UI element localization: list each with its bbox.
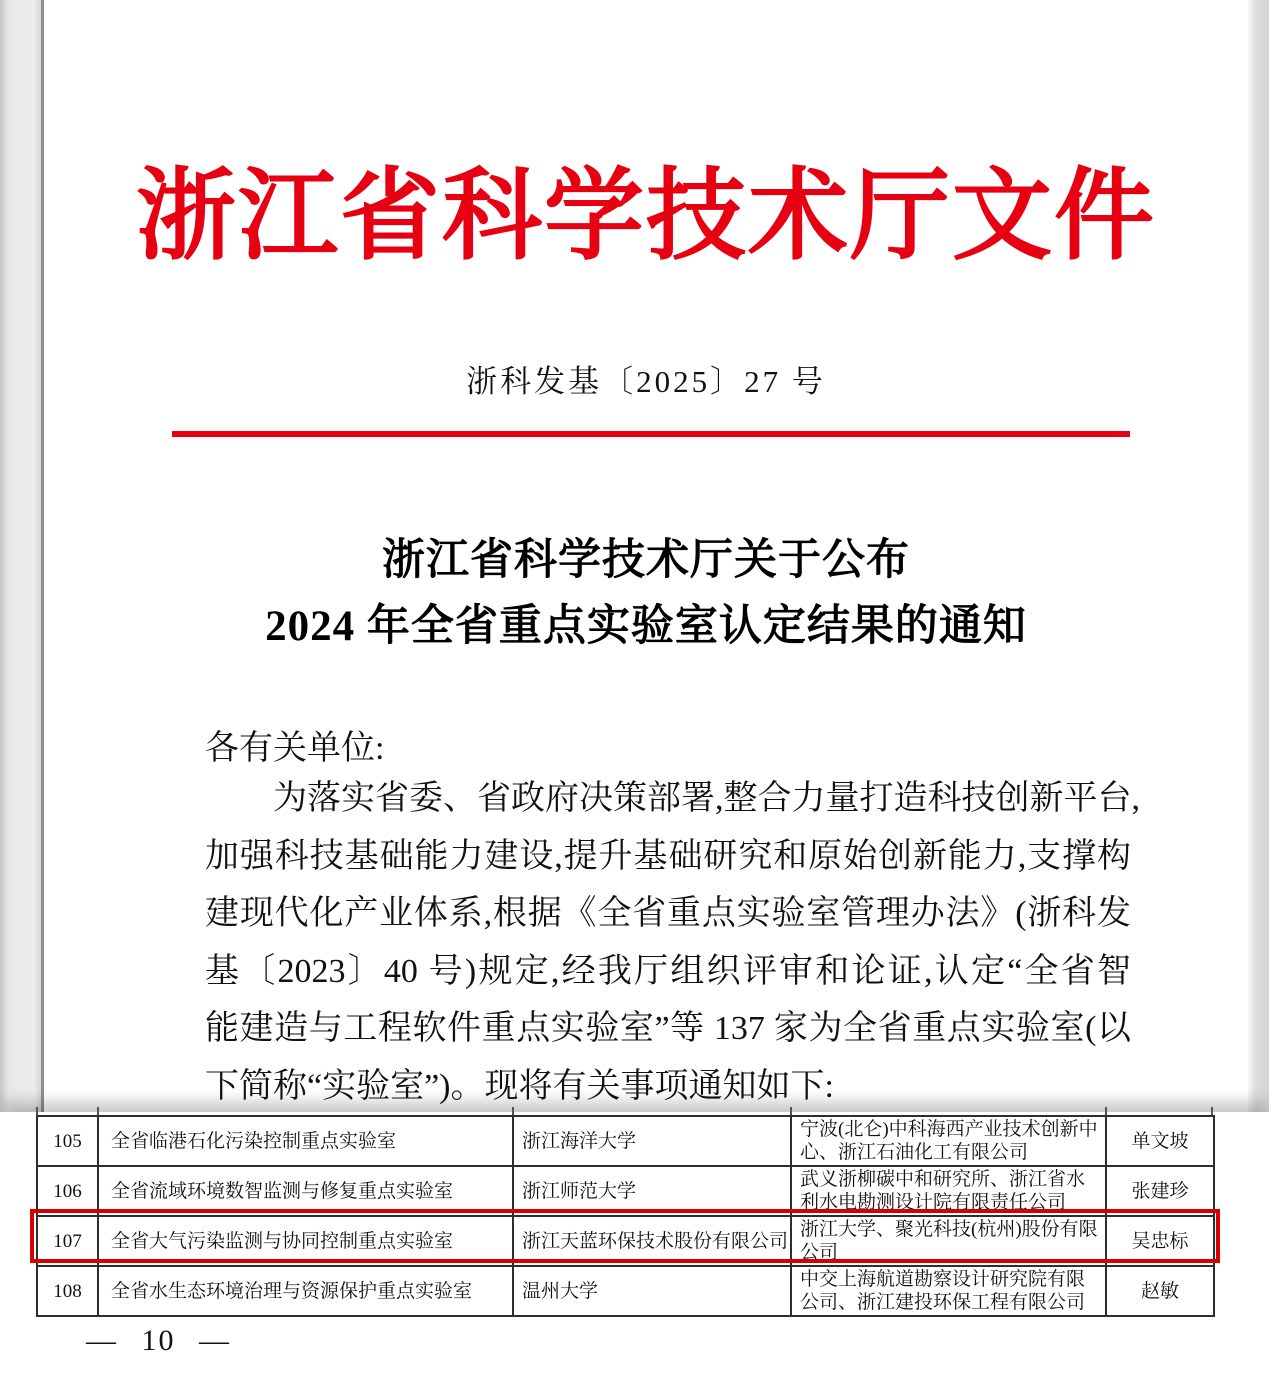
scan-left-margin (0, 0, 44, 1112)
table-row-105 (37, 1116, 1214, 1166)
table-row-108 (37, 1266, 1214, 1316)
cell-lab-name: 全省水生态环境治理与资源保护重点实验室 (98, 1266, 513, 1316)
scan-right-margin (1248, 0, 1269, 1112)
body-line: 为落实省委、省政府决策部署,整合力量打造科技创新平台, (273, 780, 1140, 817)
cell-partners: 中交上海航道勘察设计研究院有限公司、浙江建投环保工程有限公司 (791, 1266, 1106, 1316)
table-gridline-stub (36, 1107, 38, 1115)
cell-lab-number: 105 (37, 1116, 98, 1166)
cell-lab-name: 全省大气污染监测与协同控制重点实验室 (98, 1216, 513, 1266)
cell-institution: 浙江师范大学 (513, 1166, 791, 1216)
notice-title-line2: 2024 年全省重点实验室认定结果的通知 (265, 603, 1027, 650)
cell-lab-name: 全省临港石化污染控制重点实验室 (98, 1116, 513, 1166)
page-number: — 10 — (86, 1324, 231, 1357)
cell-partners: 武义浙柳碳中和研究所、浙江省水利水电勘测设计院有限责任公司 (791, 1166, 1106, 1216)
cell-partners: 宁波(北仑)中科海西产业技术创新中心、浙江石油化工有限公司 (791, 1116, 1106, 1166)
salutation: 各有关单位: (205, 730, 385, 767)
cell-lab-name: 全省流域环境数智监测与修复重点实验室 (98, 1166, 513, 1216)
table-gridline-stub (1211, 1107, 1213, 1115)
body-line: 基〔2023〕40 号)规定,经我厅组织评审和论证,认定“全省智 (205, 952, 1131, 990)
body-line: 下简称“实验室”)。现将有关事项通知如下: (205, 1067, 834, 1105)
cell-lab-number: 108 (37, 1266, 98, 1316)
document-page-table-section (0, 1112, 1269, 1386)
body-line: 能建造与工程软件重点实验室”等 137 家为全省重点实验室(以 (205, 1010, 1131, 1047)
agency-header-title: 浙江省科学技术厅文件 (136, 161, 1156, 272)
body-line: 加强科技基础能力建设,提升基础研究和原始创新能力,支撑构 (205, 837, 1131, 875)
cell-director: 单文坡 (1106, 1116, 1214, 1166)
cell-partners: 浙江大学、聚光科技(杭州)股份有限公司 (791, 1216, 1106, 1266)
cell-institution: 浙江天蓝环保技术股份有限公司 (513, 1216, 791, 1266)
table-gridline-stub (97, 1107, 99, 1115)
cell-lab-number: 106 (37, 1166, 98, 1216)
body-paragraph (205, 770, 1140, 1115)
document-number: 浙科发基〔2025〕27 号 (466, 364, 826, 399)
table-gridline-stub (790, 1107, 792, 1115)
red-divider-line (172, 431, 1130, 437)
cell-institution: 温州大学 (513, 1266, 791, 1316)
cell-director: 赵敏 (1106, 1266, 1214, 1316)
notice-title-line1: 浙江省科学技术厅关于公布 (382, 537, 910, 584)
table-gridline-stub (512, 1107, 514, 1115)
red-highlight-annotation-row-107 (30, 1209, 1220, 1263)
cell-institution: 浙江海洋大学 (513, 1116, 791, 1166)
body-line: 建现代化产业体系,根据《全省重点实验室管理办法》(浙科发 (205, 895, 1131, 932)
cell-director: 吴忠标 (1106, 1216, 1214, 1266)
cell-lab-number: 107 (37, 1216, 98, 1266)
table-gridline-stub (1105, 1107, 1107, 1115)
cell-director: 张建珍 (1106, 1166, 1214, 1216)
